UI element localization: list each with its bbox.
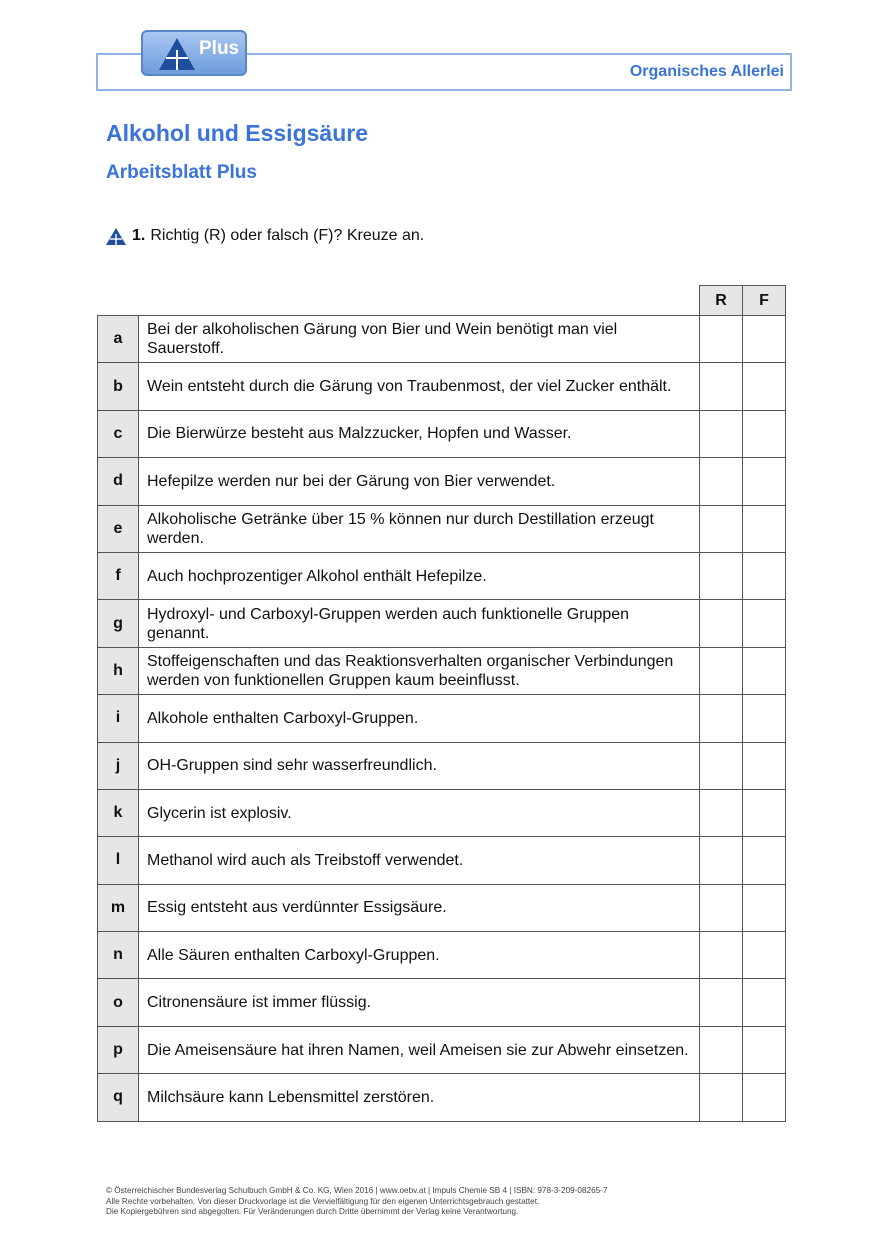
table-row xyxy=(98,505,786,552)
checkbox-falsch[interactable] xyxy=(743,647,786,694)
row-statement: Alkoholische Getränke über 15 % können nur durch Destillation erzeugt werden. xyxy=(139,505,700,552)
table-row xyxy=(98,600,786,647)
checkbox-richtig[interactable] xyxy=(700,695,743,742)
row-statement: Essig entsteht aus verdünnter Essigsäure. xyxy=(139,884,700,931)
true-false-table xyxy=(97,285,786,1122)
checkbox-richtig[interactable] xyxy=(700,789,743,836)
pyramid-icon xyxy=(106,228,126,245)
row-letter: b xyxy=(98,363,139,410)
row-letter: k xyxy=(98,789,139,836)
row-letter: i xyxy=(98,695,139,742)
row-statement: Auch hochprozentiger Alkohol enthält Hefepilze. xyxy=(139,552,700,599)
row-statement: Die Bierwürze besteht aus Malzzucker, Hopfen und Wasser. xyxy=(139,410,700,457)
table-row xyxy=(98,647,786,694)
table-row xyxy=(98,979,786,1026)
row-statement: Glycerin ist explosiv. xyxy=(139,789,700,836)
checkbox-falsch[interactable] xyxy=(743,884,786,931)
table-row xyxy=(98,410,786,457)
row-statement: Alle Säuren enthalten Carboxyl-Gruppen. xyxy=(139,932,700,979)
task-heading xyxy=(106,227,424,245)
row-statement: Methanol wird auch als Treibstoff verwendet. xyxy=(139,837,700,884)
table-row xyxy=(98,316,786,363)
checkbox-richtig[interactable] xyxy=(700,932,743,979)
checkbox-falsch[interactable] xyxy=(743,742,786,789)
checkbox-richtig[interactable] xyxy=(700,410,743,457)
checkbox-richtig[interactable] xyxy=(700,505,743,552)
table-row xyxy=(98,695,786,742)
row-letter: d xyxy=(98,458,139,505)
checkbox-falsch[interactable] xyxy=(743,932,786,979)
row-statement: Wein entsteht durch die Gärung von Traubenmost, der viel Zucker enthält. xyxy=(139,363,700,410)
column-header-f: F xyxy=(743,286,786,316)
checkbox-richtig[interactable] xyxy=(700,363,743,410)
row-statement: Stoffeigenschaften und das Reaktionsverhalten organischer Verbindungen werden von funktionellen Gruppen kaum beeinflusst. xyxy=(139,647,700,694)
table-row xyxy=(98,552,786,599)
row-letter: p xyxy=(98,1026,139,1073)
checkbox-richtig[interactable] xyxy=(700,552,743,599)
checkbox-falsch[interactable] xyxy=(743,600,786,647)
footer-rights: Alle Rechte vorbehalten. Von dieser Druckvorlage ist die Vervielfältigung für den eigenen Unterrichtsgebrauch gestattet. xyxy=(106,1196,540,1206)
row-letter: a xyxy=(98,316,139,363)
row-letter: n xyxy=(98,932,139,979)
row-statement: Hydroxyl- und Carboxyl-Gruppen werden auch funktionelle Gruppen genannt. xyxy=(139,600,700,647)
table-row xyxy=(98,789,786,836)
task-instruction: Richtig (R) oder falsch (F)? Kreuze an. xyxy=(150,227,425,244)
checkbox-richtig[interactable] xyxy=(700,742,743,789)
checkbox-falsch[interactable] xyxy=(743,979,786,1026)
row-statement: Citronensäure ist immer flüssig. xyxy=(139,979,700,1026)
checkbox-falsch[interactable] xyxy=(743,505,786,552)
column-header-r: R xyxy=(700,286,743,316)
checkbox-falsch[interactable] xyxy=(743,1074,786,1121)
checkbox-richtig[interactable] xyxy=(700,647,743,694)
logo-text: Plus xyxy=(199,38,240,59)
checkbox-richtig[interactable] xyxy=(700,1026,743,1073)
footer xyxy=(106,1186,607,1218)
checkbox-richtig[interactable] xyxy=(700,1074,743,1121)
table-row xyxy=(98,363,786,410)
row-letter: l xyxy=(98,837,139,884)
section-title: Organisches Allerlei xyxy=(629,63,784,80)
checkbox-falsch[interactable] xyxy=(743,837,786,884)
row-letter: q xyxy=(98,1074,139,1121)
row-statement: Bei der alkoholischen Gärung von Bier und Wein benötigt man viel Sauerstoff. xyxy=(139,316,700,363)
table-header-row xyxy=(98,286,786,316)
row-statement: Die Ameisensäure hat ihren Namen, weil Ameisen sie zur Abwehr einsetzen. xyxy=(139,1026,700,1073)
checkbox-richtig[interactable] xyxy=(700,837,743,884)
page-subtitle: Arbeitsblatt Plus xyxy=(106,162,257,183)
checkbox-falsch[interactable] xyxy=(743,552,786,599)
table-row xyxy=(98,837,786,884)
page-title: Alkohol und Essigsäure xyxy=(106,120,368,146)
checkbox-richtig[interactable] xyxy=(700,884,743,931)
checkbox-falsch[interactable] xyxy=(743,316,786,363)
footer-disclaimer: Die Kopiergebühren sind abgegolten. Für Veränderungen durch Dritte übernimmt der Verlag keine Verantwortung. xyxy=(106,1207,519,1216)
footer-copyright: © Österreichischer Bundesverlag Schulbuch GmbH & Co. KG, Wien 2016 | www.oebv.at | Impuls Chemie SB 4 | ISBN: 978-3-209-08265-7 xyxy=(106,1186,608,1195)
table-row xyxy=(98,932,786,979)
row-letter: o xyxy=(98,979,139,1026)
row-letter: c xyxy=(98,410,139,457)
checkbox-falsch[interactable] xyxy=(743,410,786,457)
checkbox-falsch[interactable] xyxy=(743,789,786,836)
row-statement: Alkohole enthalten Carboxyl-Gruppen. xyxy=(139,695,700,742)
checkbox-falsch[interactable] xyxy=(743,363,786,410)
table-row xyxy=(98,884,786,931)
table-row xyxy=(98,458,786,505)
row-statement: Hefepilze werden nur bei der Gärung von Bier verwendet. xyxy=(139,458,700,505)
pyramid-icon xyxy=(157,36,197,72)
row-letter: f xyxy=(98,552,139,599)
checkbox-falsch[interactable] xyxy=(743,1026,786,1073)
row-letter: e xyxy=(98,505,139,552)
row-letter: m xyxy=(98,884,139,931)
table-row xyxy=(98,1074,786,1121)
row-letter: g xyxy=(98,600,139,647)
row-statement: OH-Gruppen sind sehr wasserfreundlich. xyxy=(139,742,700,789)
plus-logo xyxy=(141,30,247,76)
checkbox-richtig[interactable] xyxy=(700,316,743,363)
row-statement: Milchsäure kann Lebensmittel zerstören. xyxy=(139,1074,700,1121)
checkbox-richtig[interactable] xyxy=(700,458,743,505)
task-number: 1. xyxy=(132,227,146,244)
table-row xyxy=(98,1026,786,1073)
row-letter: j xyxy=(98,742,139,789)
checkbox-falsch[interactable] xyxy=(743,695,786,742)
table-row xyxy=(98,742,786,789)
checkbox-richtig[interactable] xyxy=(700,600,743,647)
checkbox-richtig[interactable] xyxy=(700,979,743,1026)
row-letter: h xyxy=(98,647,139,694)
checkbox-falsch[interactable] xyxy=(743,458,786,505)
